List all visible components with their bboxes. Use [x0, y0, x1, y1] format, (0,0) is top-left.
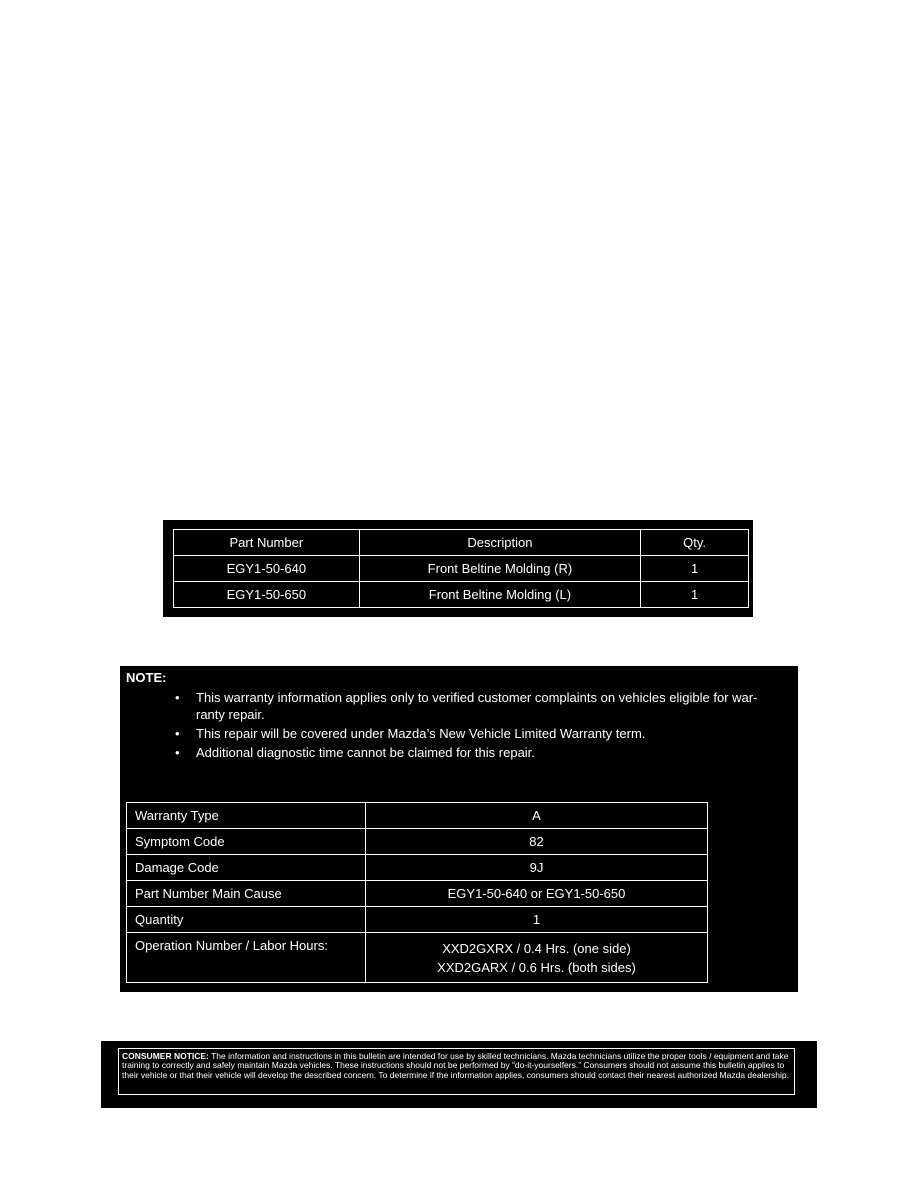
note-list [126, 689, 792, 761]
symptom-code-label: Symptom Code [127, 829, 366, 855]
qty-cell: 1 [641, 556, 749, 582]
bullet-icon: • [175, 745, 180, 760]
parts-table-header-row [174, 530, 749, 556]
note-item-text: This warranty information applies only to verified customer complaints on vehicles eligible for war-ranty repair. [196, 690, 758, 722]
parts-table [173, 529, 749, 608]
consumer-notice-heading: CONSUMER NOTICE: [122, 1051, 209, 1061]
parts-header-description: Description [359, 530, 641, 556]
list-item [126, 725, 792, 742]
labor-both-sides: XXD2GARX / 0.6 Hrs. (both sides) [437, 959, 636, 975]
note-title: NOTE: [126, 670, 167, 685]
damage-code-label: Damage Code [127, 855, 366, 881]
main-cause-label: Part Number Main Cause [127, 881, 366, 907]
parts-table-panel [163, 520, 753, 617]
table-row [174, 556, 749, 582]
qty-cell: 1 [641, 582, 749, 608]
table-row [127, 933, 708, 983]
warranty-type-label: Warranty Type [127, 803, 366, 829]
note-item-text: Additional diagnostic time cannot be claimed for this repair. [196, 745, 535, 760]
note-item-text: This repair will be covered under Mazda’s New Vehicle Limited Warranty term. [196, 726, 646, 741]
warranty-table [126, 802, 708, 983]
damage-code-value: 9J [366, 855, 708, 881]
bullet-icon: • [175, 726, 180, 741]
table-row [127, 829, 708, 855]
table-row [127, 803, 708, 829]
table-row [127, 855, 708, 881]
labor-one-side: XXD2GXRX / 0.4 Hrs. (one side) [442, 940, 631, 956]
warranty-note-panel [120, 666, 798, 992]
table-row [127, 907, 708, 933]
consumer-notice [118, 1048, 795, 1095]
consumer-notice-panel [101, 1041, 817, 1108]
parts-header-part-number: Part Number [174, 530, 360, 556]
quantity-value: 1 [366, 907, 708, 933]
warranty-type-value: A [366, 803, 708, 829]
bullet-icon: • [175, 690, 180, 705]
list-item [126, 744, 792, 761]
labor-hours-value [366, 933, 708, 983]
labor-hours-label: Operation Number / Labor Hours: [127, 933, 366, 983]
main-cause-value: EGY1-50-640 or EGY1-50-650 [366, 881, 708, 907]
description-cell: Front Beltine Molding (L) [359, 582, 641, 608]
consumer-notice-text: The information and instructions in this bulletin are intended for use by skilled technicians. Mazda technicians utilize the proper tools / equipment and take training to correctly and safely maintain Mazda vehicles. These instructions should not be performed by “do-it-yourselfers.” Consumers should not assume this bulletin applies to their vehicle or that their vehicle will develop the described concern. To determine if the information applies, consumers should contact their nearest authorized Mazda dealership. [122, 1051, 789, 1080]
table-row [127, 881, 708, 907]
description-cell: Front Beltine Molding (R) [359, 556, 641, 582]
symptom-code-value: 82 [366, 829, 708, 855]
table-row [174, 582, 749, 608]
parts-header-qty: Qty. [641, 530, 749, 556]
part-number-cell: EGY1-50-640 [174, 556, 360, 582]
quantity-label: Quantity [127, 907, 366, 933]
list-item [126, 689, 792, 723]
part-number-cell: EGY1-50-650 [174, 582, 360, 608]
